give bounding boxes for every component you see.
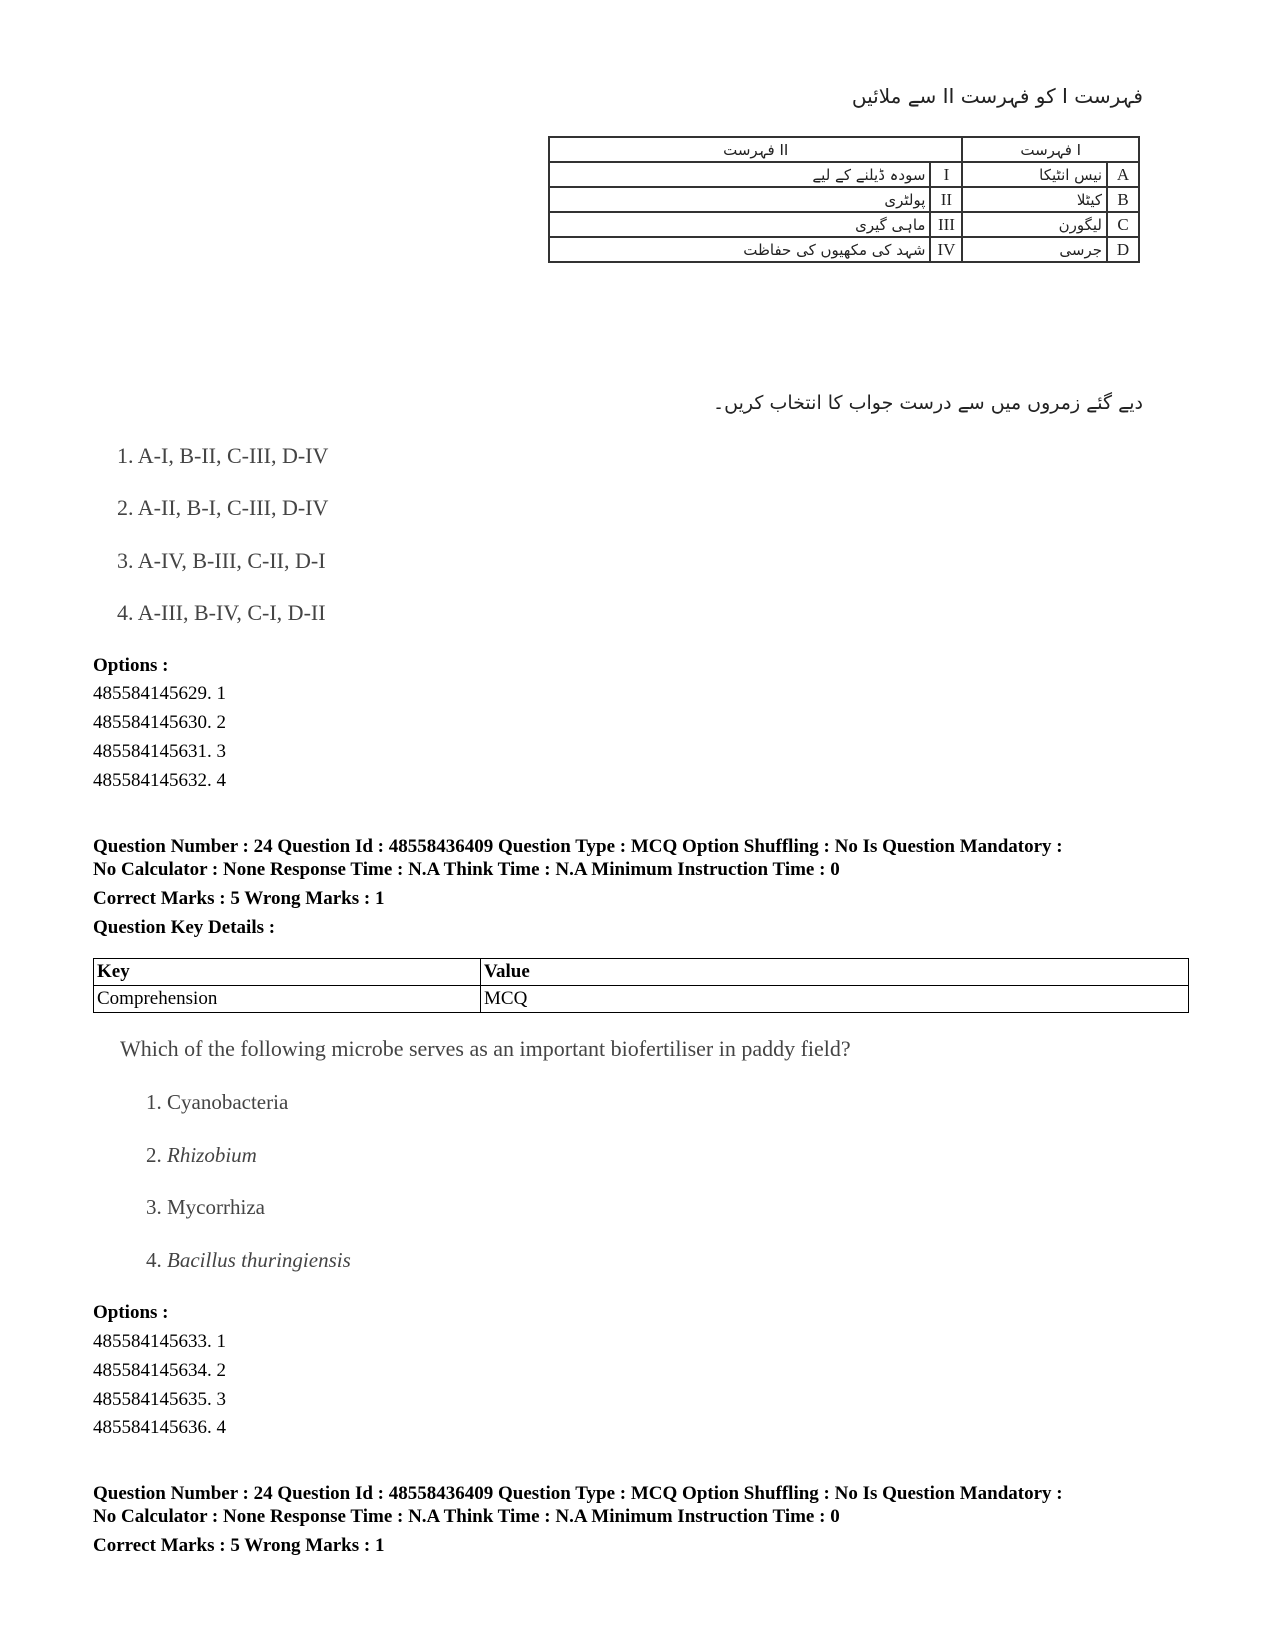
urdu-instruction: دیے گئے زمروں میں سے درست جواب کا انتخاب کریں۔ — [713, 392, 1143, 414]
key-details-table — [93, 958, 1189, 1013]
choice-number: 4. — [146, 1248, 162, 1272]
urdu-match-title: فہرست I کو فہرست II سے ملائیں — [851, 84, 1143, 108]
match-table-header — [549, 137, 1139, 162]
match-choice-3: 3. A-IV, B-III, C-II, D-I — [117, 548, 326, 573]
list-ii-item: پولٹری — [549, 187, 930, 212]
key-cell: Comprehension — [94, 986, 481, 1013]
list-ii-item: ماہی گیری — [549, 212, 930, 237]
marks-line: Correct Marks : 5 Wrong Marks : 1 — [93, 1535, 385, 1556]
list-i-item: جرسی — [962, 237, 1107, 262]
list-ii-header: فہرست II — [549, 137, 962, 162]
table-row — [549, 162, 1139, 187]
key-header: Key — [94, 959, 481, 986]
option-id: 485584145634. 2 — [93, 1360, 226, 1381]
table-row — [549, 237, 1139, 262]
marks-line: Correct Marks : 5 Wrong Marks : 1 — [93, 888, 385, 909]
option-id: 485584145631. 3 — [93, 741, 226, 762]
option-id: 485584145630. 2 — [93, 712, 226, 733]
answer-choice-1 — [146, 1090, 288, 1115]
list-ii-label: II — [930, 187, 962, 212]
choice-number: 1. — [146, 1090, 162, 1114]
list-ii-label: III — [930, 212, 962, 237]
choice-text: Mycorrhiza — [167, 1195, 265, 1219]
answer-choice-2 — [146, 1143, 257, 1168]
list-ii-item: سودہ ڈیلنے کے لیے — [549, 162, 930, 187]
list-ii-label: I — [930, 162, 962, 187]
question-text: Which of the following microbe serves as an important biofertiliser in paddy field? — [120, 1036, 851, 1061]
key-details-label: Question Key Details : — [93, 917, 276, 938]
answer-choice-3 — [146, 1195, 265, 1220]
options-label: Options : — [93, 655, 169, 676]
list-ii-item: شہد کی مکھیوں کی حفاظت — [549, 237, 930, 262]
match-choice-1: 1. A-I, B-II, C-III, D-IV — [117, 443, 329, 468]
choice-text: Cyanobacteria — [167, 1090, 289, 1114]
choice-text: Bacillus thuringiensis — [167, 1248, 351, 1272]
choice-text: Rhizobium — [167, 1143, 257, 1167]
list-i-label: A — [1107, 162, 1139, 187]
table-row — [549, 212, 1139, 237]
match-choice-4: 4. A-III, B-IV, C-I, D-II — [117, 600, 326, 625]
list-i-item: نیس انٹیکا — [962, 162, 1107, 187]
question-meta-line-1: Question Number : 24 Question Id : 48558436409 Question Type : MCQ Option Shuffling : No Is Question Mandatory : — [93, 836, 1063, 857]
option-id: 485584145632. 4 — [93, 770, 226, 791]
option-id: 485584145635. 3 — [93, 1389, 226, 1410]
question-meta-line-2: No Calculator : None Response Time : N.A Think Time : N.A Minimum Instruction Time : 0 — [93, 1506, 840, 1527]
option-id: 485584145629. 1 — [93, 683, 226, 704]
choice-number: 2. — [146, 1143, 162, 1167]
value-cell: MCQ — [481, 986, 1189, 1013]
options-label: Options : — [93, 1302, 169, 1323]
match-choice-2: 2. A-II, B-I, C-III, D-IV — [117, 495, 329, 520]
list-i-item: کیٹلا — [962, 187, 1107, 212]
question-meta-line-2: No Calculator : None Response Time : N.A Think Time : N.A Minimum Instruction Time : 0 — [93, 859, 840, 880]
choice-number: 3. — [146, 1195, 162, 1219]
answer-choice-4 — [146, 1248, 351, 1273]
question-meta-line-1: Question Number : 24 Question Id : 48558436409 Question Type : MCQ Option Shuffling : No Is Question Mandatory : — [93, 1483, 1063, 1504]
option-id: 485584145633. 1 — [93, 1331, 226, 1352]
table-row — [94, 986, 1189, 1013]
list-ii-label: IV — [930, 237, 962, 262]
list-i-header: فہرست I — [962, 137, 1139, 162]
option-id: 485584145636. 4 — [93, 1417, 226, 1438]
table-header-row — [94, 959, 1189, 986]
list-i-label: B — [1107, 187, 1139, 212]
list-i-label: D — [1107, 237, 1139, 262]
list-i-item: لیگورن — [962, 212, 1107, 237]
match-table — [548, 136, 1140, 263]
list-i-label: C — [1107, 212, 1139, 237]
value-header: Value — [481, 959, 1189, 986]
table-row — [549, 187, 1139, 212]
